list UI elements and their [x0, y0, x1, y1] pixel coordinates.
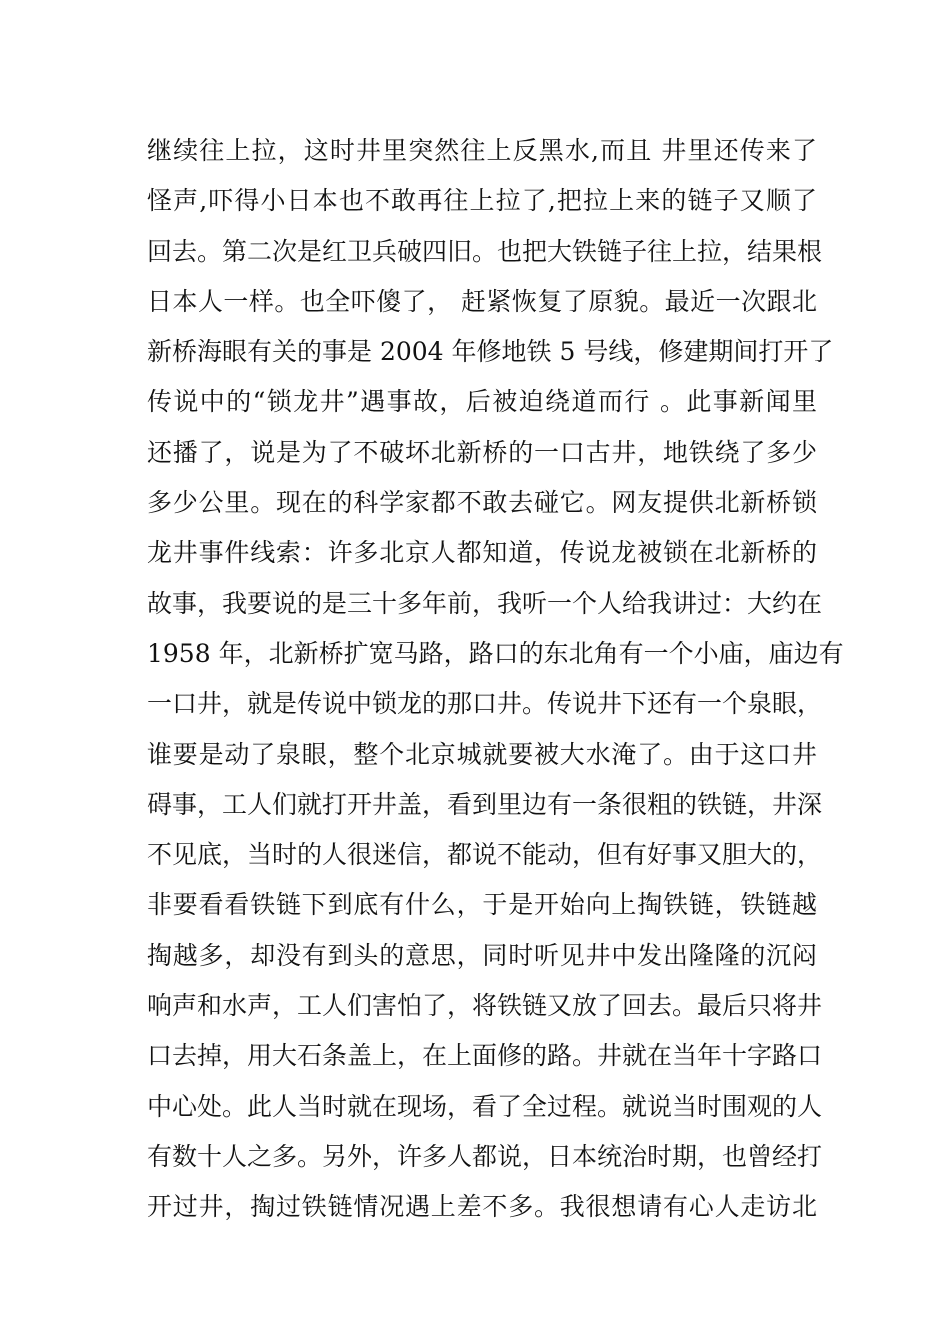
text-line: 1958 年，北新桥扩宽马路，路口的东北角有一个小庙，庙边有: [147, 638, 844, 668]
body-text: [147, 126, 844, 1233]
text-line: 开过井，掏过铁链情况遇上差不多。我很想请有心人走访北: [147, 1192, 817, 1222]
text-line: 回去。第二次是红卫兵破四旧。也把大铁链子往上拉，结果根: [147, 236, 823, 266]
text-line: 响声和水声，工人们害怕了，将铁链又放了回去。最后只将井: [147, 991, 823, 1021]
text-line: 中心处。此人当时就在现场，看了全过程。就说当时围观的人: [147, 1091, 823, 1121]
text-line: 口去掉，用大石条盖上，在上面修的路。井就在当年十字路口: [147, 1041, 823, 1071]
text-line: 一口井，就是传说中锁龙的那口井。传说井下还有一个泉眼，: [147, 689, 823, 719]
text-line: 谁要是动了泉眼，整个北京城就要被大水淹了。由于这口井: [147, 739, 817, 769]
text-line: 怪声,吓得小日本也不敢再往上拉了,把拉上来的链子又顺了: [147, 186, 817, 216]
text-line: 新桥海眼有关的事是 2004 年修地铁 5 号线，修建期间打开了: [147, 337, 834, 367]
text-line: 故事，我要说的是三十多年前，我听一个人给我讲过：大约在: [147, 588, 823, 618]
text-line: 不见底，当时的人很迷信，都说不能动，但有好事又胆大的，: [147, 840, 823, 870]
text-line: 日本人一样。也全吓傻了， 赶紧恢复了原貌。最近一次跟北: [147, 286, 817, 316]
text-line: 非要看看铁链下到底有什么，于是开始向上掏铁链，铁链越: [147, 890, 817, 920]
text-line: 龙井事件线索：许多北京人都知道，传说龙被锁在北新桥的: [147, 538, 817, 568]
text-line: 有数十人之多。另外，许多人都说，日本统治时期，也曾经打: [147, 1141, 823, 1171]
text-line: 多少公里。现在的科学家都不敢去碰它。网友提供北新桥锁: [147, 488, 817, 518]
text-line: 还播了，说是为了不破坏北新桥的一口古井，地铁绕了多少: [147, 437, 817, 467]
text-line: 继续往上拉，这时井里突然往上反黑水,而且 井里还传来了: [147, 136, 817, 165]
text-line: 掏越多，却没有到头的意思，同时听见井中发出隆隆的沉闷: [147, 940, 817, 970]
text-line: 碍事，工人们就打开井盖，看到里边有一条很粗的铁链，井深: [147, 789, 823, 819]
text-line: 传说中的“锁龙井”遇事故，后被迫绕道而行 。此事新闻里: [147, 387, 817, 417]
